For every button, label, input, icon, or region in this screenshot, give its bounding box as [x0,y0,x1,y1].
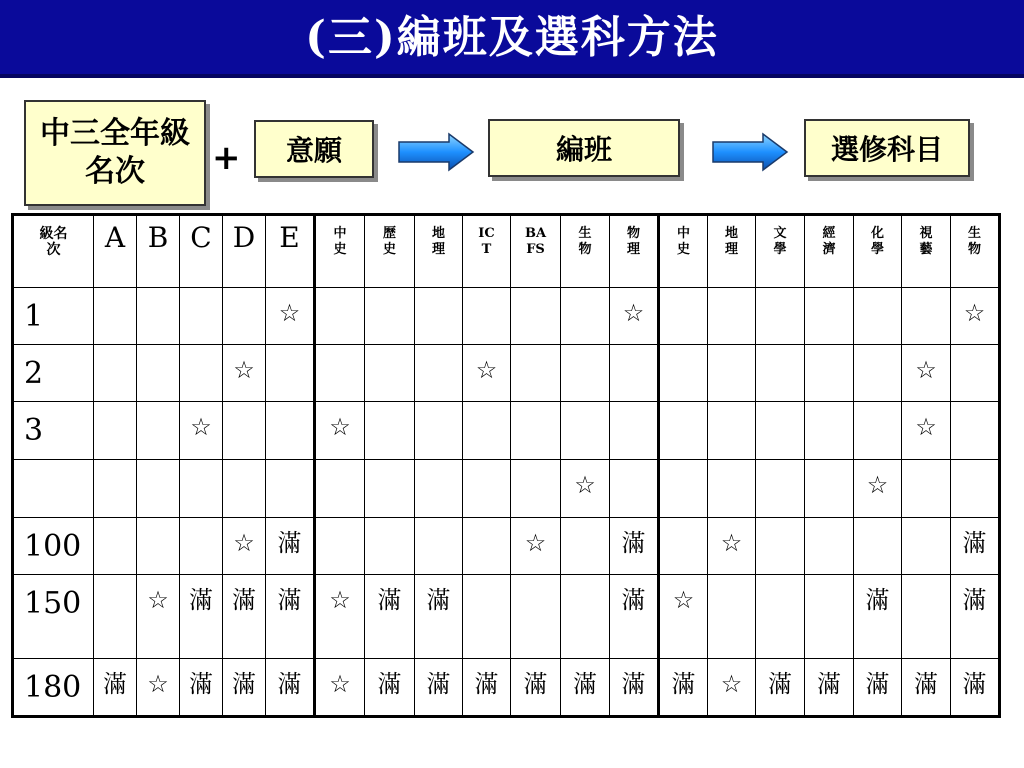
table-cell [902,518,951,575]
table-cell [94,402,137,460]
table-cell: ☆ [463,345,511,402]
table-cell [463,402,511,460]
table-cell: 滿 [365,575,415,659]
table-cell: 滿 [511,659,561,717]
table-cell: ☆ [854,460,902,518]
table-cell [463,575,511,659]
table-header-row [13,215,1000,288]
table-cell: 滿 [610,659,659,717]
subject-header-group2: 視 藝 [902,215,951,288]
table-cell [854,518,902,575]
table-cell [266,460,315,518]
subject-box-label: 選修科目 [830,133,943,166]
rank-header: 級名 次 [13,215,94,288]
class-header-c: C [180,215,223,288]
allocation-table [11,213,1001,718]
table-cell [365,345,415,402]
table-cell [659,402,708,460]
table-cell: 滿 [951,575,1000,659]
table-cell [951,345,1000,402]
table-cell [94,518,137,575]
table-cell [315,288,365,345]
table-cell [315,345,365,402]
table-cell [610,402,659,460]
table-cell [415,345,463,402]
table-cell [511,345,561,402]
table-cell [511,575,561,659]
table-cell [756,402,805,460]
table-cell: 滿 [756,659,805,717]
table-cell: 滿 [610,518,659,575]
table-cell: ☆ [137,575,180,659]
table-cell [137,518,180,575]
subject-header-group1: 中 史 [315,215,365,288]
table-cell [137,288,180,345]
table-cell [415,518,463,575]
table-cell [180,288,223,345]
rank-cell: 100 [13,518,94,575]
table-cell [708,402,756,460]
table-cell: 滿 [365,659,415,717]
table-cell: 滿 [659,659,708,717]
table-cell: 滿 [94,659,137,717]
wish-box [254,120,374,178]
table-cell [902,288,951,345]
table-cell [180,518,223,575]
table-cell [365,288,415,345]
table-cell: ☆ [223,518,266,575]
table-cell [180,345,223,402]
subject-header-group1: 地 理 [415,215,463,288]
table-cell: ☆ [561,460,610,518]
table-cell: 滿 [415,659,463,717]
table-row [13,460,1000,518]
table-cell [951,460,1000,518]
table-cell [561,575,610,659]
rank-cell: 3 [13,402,94,460]
table-cell [561,345,610,402]
table-cell: ☆ [137,659,180,717]
table-cell: ☆ [315,659,365,717]
table-cell: 滿 [610,575,659,659]
table-cell [94,288,137,345]
table-cell: ☆ [708,518,756,575]
table-cell [463,460,511,518]
table-cell [659,518,708,575]
table-cell [94,575,137,659]
table-cell [415,460,463,518]
table-cell [659,288,708,345]
table-row [13,345,1000,402]
table-cell: 滿 [180,575,223,659]
table-cell: ☆ [708,659,756,717]
table-row [13,659,1000,717]
class-box [488,119,680,177]
table-cell: ☆ [315,402,365,460]
table-cell: ☆ [223,345,266,402]
table-cell [137,460,180,518]
table-cell [463,288,511,345]
table-cell: 滿 [223,659,266,717]
table-cell [756,575,805,659]
table-cell: ☆ [659,575,708,659]
table-cell [805,288,854,345]
plus-sign: + [212,138,241,178]
table-cell: 滿 [266,659,315,717]
table-cell [854,402,902,460]
subject-header-group1: 歷 史 [365,215,415,288]
table-cell [223,288,266,345]
table-cell [223,402,266,460]
table-cell: 滿 [180,659,223,717]
table-cell: 滿 [463,659,511,717]
table-cell [756,460,805,518]
table-cell [266,345,315,402]
table-cell: 滿 [266,575,315,659]
table-cell [94,460,137,518]
table-cell [561,288,610,345]
table-cell [805,460,854,518]
table-cell [415,288,463,345]
table-cell [137,345,180,402]
table-cell [463,518,511,575]
subject-box [804,119,970,177]
table-cell: 滿 [266,518,315,575]
table-cell: ☆ [315,575,365,659]
table-cell: ☆ [511,518,561,575]
table-cell [365,460,415,518]
title-bar [0,0,1024,78]
subject-header-group1: IC T [463,215,511,288]
table-cell: 滿 [951,659,1000,717]
wish-box-label: 意願 [285,134,342,167]
table-cell: 滿 [854,575,902,659]
rank-cell: 150 [13,575,94,659]
table-cell: 滿 [902,659,951,717]
table-cell [756,518,805,575]
rank-cell: 2 [13,345,94,402]
table-cell: ☆ [180,402,223,460]
table-cell [805,518,854,575]
table-cell [315,460,365,518]
table-cell: 滿 [561,659,610,717]
table-cell [315,518,365,575]
table-row [13,575,1000,659]
arrow-right-icon [711,132,789,172]
table-cell [854,345,902,402]
rank-box-label: 中三全年級名次 [40,116,190,189]
arrow-right-icon [397,132,475,172]
table-cell [94,345,137,402]
class-box-label: 編班 [555,133,612,166]
table-cell [180,460,223,518]
table-cell: 滿 [854,659,902,717]
rank-cell: 180 [13,659,94,717]
subject-header-group2: 地 理 [708,215,756,288]
subject-header-group2: 文 學 [756,215,805,288]
table-cell [511,460,561,518]
table-cell [610,460,659,518]
table-cell [511,402,561,460]
subject-header-group2: 經 濟 [805,215,854,288]
table-cell [610,345,659,402]
class-header-e: E [266,215,315,288]
table-cell: 滿 [951,518,1000,575]
table-row [13,518,1000,575]
table-cell: 滿 [805,659,854,717]
table-cell [805,402,854,460]
table-cell [415,402,463,460]
table-cell: ☆ [610,288,659,345]
subject-header-group2: 化 學 [854,215,902,288]
table-cell [365,518,415,575]
table-cell [708,575,756,659]
table-cell [708,345,756,402]
table-cell [708,288,756,345]
table-cell [902,460,951,518]
rank-box [24,100,206,206]
table-cell [266,402,315,460]
subject-header-group1: BA FS [511,215,561,288]
class-header-b: B [137,215,180,288]
table-cell [561,402,610,460]
table-cell [805,575,854,659]
table-cell [659,345,708,402]
table-cell [902,575,951,659]
table-cell: ☆ [951,288,1000,345]
table-cell [854,288,902,345]
table-cell [561,518,610,575]
table-cell: ☆ [902,402,951,460]
table-cell [951,402,1000,460]
subject-header-group1: 物 理 [610,215,659,288]
table-cell: 滿 [415,575,463,659]
table-cell [708,460,756,518]
table-cell [365,402,415,460]
table-cell [756,345,805,402]
table-cell [511,288,561,345]
table-cell [137,402,180,460]
table-row [13,288,1000,345]
table-cell [659,460,708,518]
table-cell: 滿 [223,575,266,659]
table-cell [756,288,805,345]
table-cell: ☆ [266,288,315,345]
table-row [13,402,1000,460]
table-cell: ☆ [902,345,951,402]
rank-cell [13,460,94,518]
table-cell [223,460,266,518]
class-header-d: D [223,215,266,288]
table-cell [805,345,854,402]
subject-header-group1: 生 物 [561,215,610,288]
subject-header-group2: 中 史 [659,215,708,288]
subject-header-group2: 生 物 [951,215,1000,288]
rank-cell: 1 [13,288,94,345]
class-header-a: A [94,215,137,288]
page-title: (三)編班及選科方法 [305,12,719,63]
